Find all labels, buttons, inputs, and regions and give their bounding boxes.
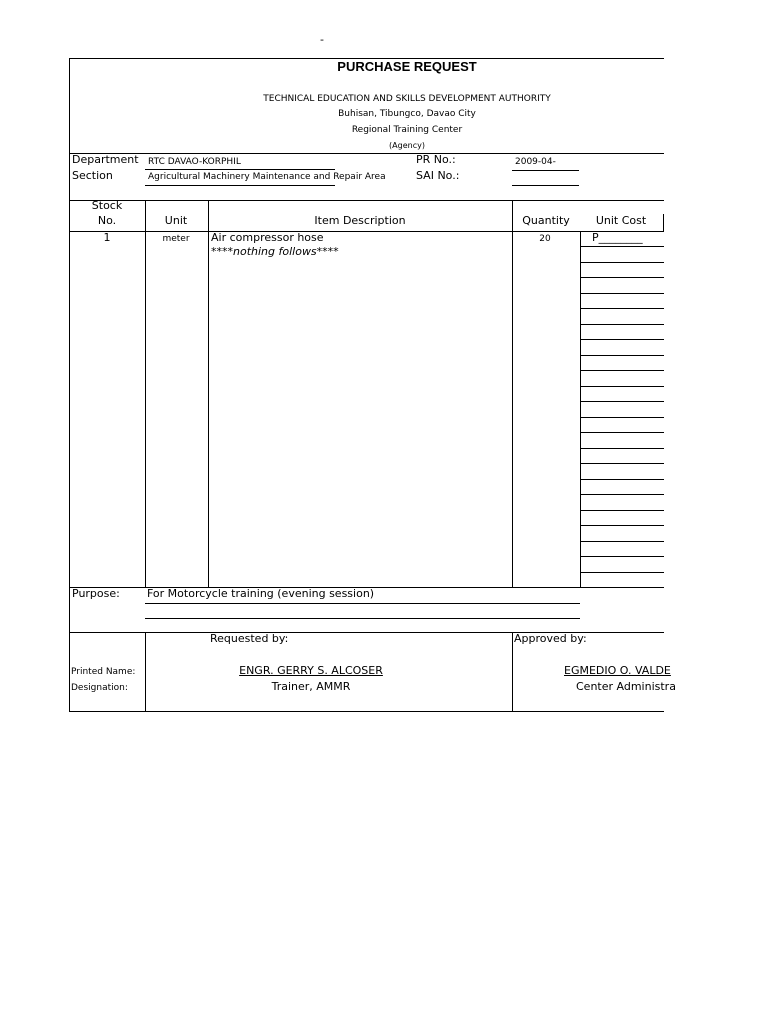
unit-cost-header: Unit Cost — [595, 214, 647, 227]
agency-name: TECHNICAL EDUCATION AND SKILLS DEVELOPMENT AUTHORITY — [263, 94, 551, 104]
approver-block — [513, 660, 676, 700]
purpose-label: Purpose: — [72, 587, 120, 600]
department-label: Department — [72, 153, 139, 166]
row-unit: meter — [162, 234, 190, 244]
top-mark: - — [320, 33, 324, 46]
description-header: Item Description — [314, 214, 406, 227]
approved-by-label: Approved by: — [514, 632, 587, 645]
purpose-value: For Motorcycle training (evening session) — [147, 587, 375, 600]
stock-header-line1: Stock — [91, 199, 123, 212]
row-description: Air compressor hose — [211, 231, 324, 244]
agency-address: Buhisan, Tibungco, Davao City — [338, 109, 476, 119]
requested-by-label: Requested by: — [210, 632, 289, 645]
row-stock-no: 1 — [103, 231, 111, 244]
pr-no-value: 2009-04- — [515, 157, 556, 167]
nothing-follows-note: ****nothing follows**** — [211, 245, 339, 258]
stock-header-line2: No. — [97, 214, 117, 227]
approver-name: EGMEDIO O. VALDE — [564, 664, 671, 677]
designation-label: Designation: — [71, 683, 128, 693]
row-unit-cost: P________ — [592, 231, 643, 244]
form-title: PURCHASE REQUEST — [337, 59, 477, 74]
row-quantity: 20 — [539, 234, 551, 244]
department-value: RTC DAVAO-KORPHIL — [148, 157, 241, 167]
agency-label: (Agency) — [389, 141, 425, 150]
quantity-header: Quantity — [522, 214, 570, 227]
sai-no-label: SAI No.: — [416, 169, 460, 182]
pr-no-label: PR No.: — [416, 153, 456, 166]
section-label: Section — [72, 169, 113, 182]
printed-name-label: Printed Name: — [71, 667, 136, 677]
approver-designation: Center Administra — [576, 680, 676, 693]
office-name: Regional Training Center — [351, 125, 463, 135]
section-value: Agricultural Machinery Maintenance and Repair Area — [148, 172, 386, 182]
requester-name: ENGR. GERRY S. ALCOSER — [239, 664, 383, 677]
unit-header: Unit — [164, 214, 188, 227]
requester-designation: Trainer, AMMR — [271, 680, 351, 693]
